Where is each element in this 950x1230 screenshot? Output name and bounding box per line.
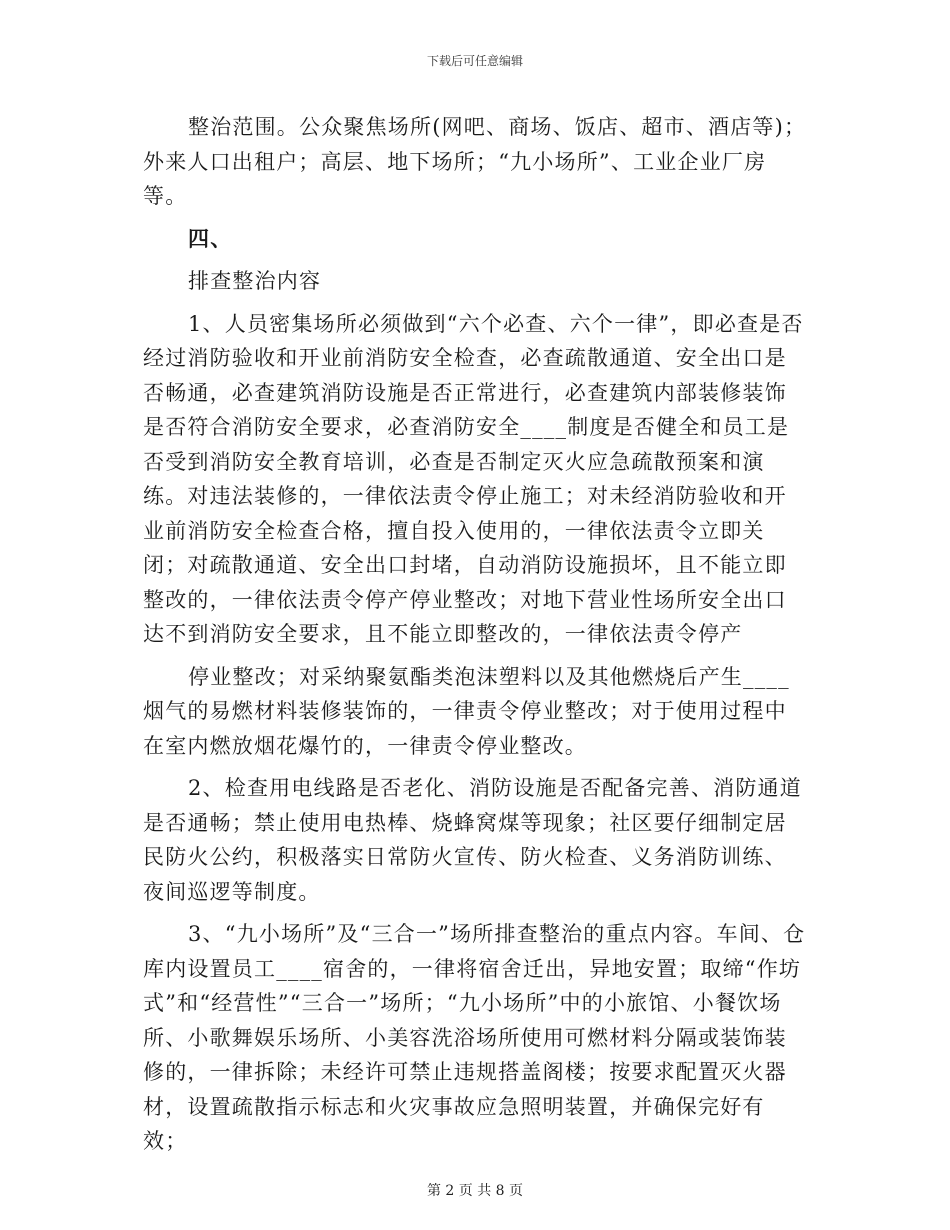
paragraph-scope: 整治范围。公众聚焦场所(网吧、商场、饭店、超市、酒店等)；外来人口出租户；高层、地下场所；“九小场所”、工业企业厂房等。 — [143, 115, 807, 208]
paragraph-item-3: 3、“九小场所”及“三合一”场所排查整治的重点内容。车间、仓库内设置员工____宿舍的，一律将宿舍迁出，异地安置；取缔“作坊式”和“经营性”“三合一”场所；“九小场所”中的小旅馆、小餐饮场所、小歌舞娱乐场所、小美容洗浴场所使用可燃材料分隔或装饰装修的，一律拆除；未经许可禁止违规搭盖阁楼；按要求配置灭火器材，设置疏散指示标志和火灾事故应急照明装置，并确保完好有效； — [143, 922, 806, 1153]
page-footer: 第 2 页 共 8 页 — [426, 1183, 524, 1199]
page-header: 下载后可任意编辑 — [426, 54, 523, 68]
section-subtitle: 排查整治内容 — [188, 269, 322, 293]
section-heading-four: 四、 — [188, 225, 233, 251]
paragraph-item-2: 2、检查用电线路是否老化、消防设施是否配备完善、消防通道是否通畅；禁止使用电热棒、烧蜂窝煤等现象；社区要仔细制定居民防火公约，积极落实日常防火宣传、防火检查、义务消防训练、夜间巡逻等制度。 — [143, 776, 802, 904]
document-body — [143, 110, 808, 1159]
paragraph-item-1: 1、人员密集场所必须做到“六个必查、六个一律”，即必查是否经过消防验收和开业前消防安全检查，必查疏散通道、安全出口是否畅通，必查建筑消防设施是否正常进行，必查建筑内部装修装饰是否符合消防安全要求，必查消防安全____制度是否健全和员工是否受到消防安全教育培训，必查是否制定灭火应急疏散预案和演练。对违法装修的，一律依法责令停止施工；对未经消防验收和开业前消防安全检查合格，擅自投入使用的，一律依法责令立即关闭；对疏散通道、安全出口封堵，自动消防设施损坏，且不能立即整改的，一律依法责令停产停业整改；对地下营业性场所安全出口达不到消防安全要求，且不能立即整改的，一律依法责令停产 — [143, 311, 804, 646]
paragraph-item-1-cont: 停业整改；对采纳聚氨酯类泡沫塑料以及其他燃烧后产生____烟气的易燃材料装修装饰的，一律责令停业整改；对于使用过程中在室内燃放烟花爆竹的，一律责令停业整改。 — [143, 664, 790, 758]
